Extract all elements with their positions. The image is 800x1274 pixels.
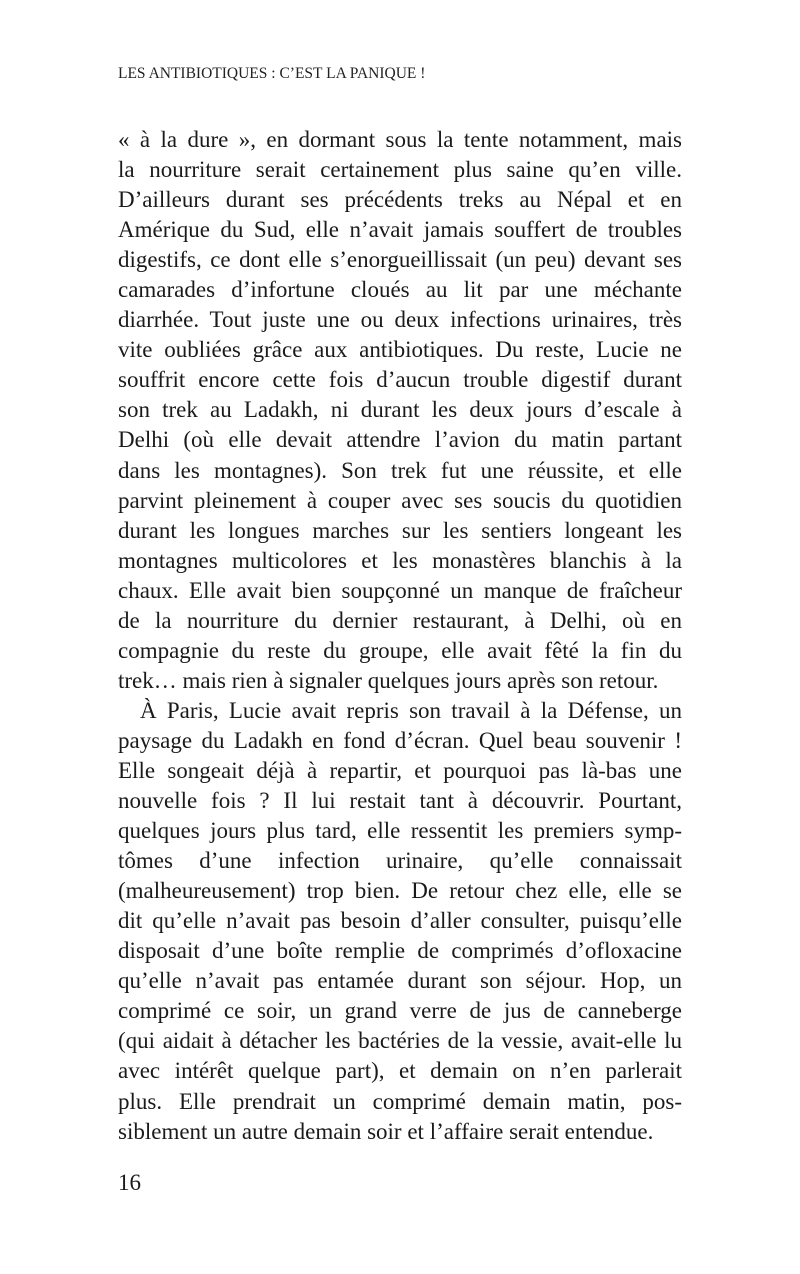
paragraph-2 <box>118 696 682 1147</box>
text-line: vite oubliées grâce aux antibiotiques. Du reste, Lucie ne <box>118 337 682 363</box>
text-line: diarrhée. Tout juste une ou deux infections urinaires, très <box>118 307 682 333</box>
text-line: chaux. Elle avait bien soupçonné un manque de fraîcheur <box>118 577 682 603</box>
text-line: Amérique du Sud, elle n’avait jamais souffert de troubles <box>118 217 682 243</box>
paragraph-1 <box>118 125 682 696</box>
text-line: « à la dure », en dormant sous la tente notamment, mais <box>118 127 682 152</box>
text-line: disposait d’une boîte remplie de comprimés d’ofloxacine <box>118 938 682 964</box>
text-line: nouvelle fois ? Il lui restait tant à découvrir. Pourtant, <box>118 788 682 814</box>
text-line: trek… mais rien à signaler quelques jours après son retour. <box>118 667 659 693</box>
text-line: comprimé ce soir, un grand verre de jus de canneberge <box>118 998 682 1024</box>
text-line: camarades d’infortune cloués au lit par une méchante <box>118 277 682 303</box>
text-line: montagnes multicolores et les monastères blanchis à la <box>118 547 682 573</box>
text-line: dans les montagnes). Son trek fut une réussite, et elle <box>118 457 682 483</box>
text-line: qu’elle n’avait pas entamée durant son séjour. Hop, un <box>118 968 682 994</box>
text-line: digestifs, ce dont elle s’enorgueillissait (un peu) devant ses <box>118 247 682 273</box>
text-line: plus. Elle prendrait un comprimé demain matin, pos- <box>118 1088 682 1114</box>
text-line: D’ailleurs durant ses précédents treks au Népal et en <box>118 187 682 213</box>
text-line: tômes d’une infection urinaire, qu’elle connaissait <box>118 848 682 874</box>
text-line: compagnie du reste du groupe, elle avait fêté la fin du <box>118 637 682 663</box>
text-line: la nourriture serait certainement plus saine qu’en ville. <box>118 157 682 183</box>
text-line: durant les longues marches sur les sentiers longeant les <box>118 517 682 543</box>
text-line: avec intérêt quelque part), et demain on n’en parlerait <box>118 1058 682 1084</box>
text-line: son trek au Ladakh, ni durant les deux jours d’escale à <box>118 397 682 423</box>
body-text <box>118 125 682 1147</box>
text-line: quelques jours plus tard, elle ressentit les premiers symp- <box>118 818 682 844</box>
page-number: 16 <box>118 1170 141 1195</box>
text-line: dit qu’elle n’avait pas besoin d’aller consulter, puisqu’elle <box>118 908 682 934</box>
text-line: paysage du Ladakh en fond d’écran. Quel beau souvenir ! <box>118 727 682 753</box>
text-line: À Paris, Lucie avait repris son travail à la Défense, un <box>140 697 682 723</box>
text-line: (malheureusement) trop bien. De retour chez elle, elle se <box>118 878 682 904</box>
running-head: LES ANTIBIOTIQUES : C’EST LA PANIQUE ! <box>118 65 426 82</box>
text-line: parvint pleinement à couper avec ses soucis du quotidien <box>118 487 682 513</box>
text-line: Elle songeait déjà à repartir, et pourquoi pas là-bas une <box>118 757 682 783</box>
text-line: de la nourriture du dernier restaurant, à Delhi, où en <box>118 607 682 633</box>
text-line: Delhi (où elle devait attendre l’avion du matin partant <box>118 427 682 453</box>
text-line: siblement un autre demain soir et l’affaire serait entendue. <box>118 1118 654 1144</box>
text-line: souffrit encore cette fois d’aucun trouble digestif durant <box>118 367 682 393</box>
text-line: (qui aidait à détacher les bactéries de la vessie, avait-elle lu <box>118 1028 682 1054</box>
